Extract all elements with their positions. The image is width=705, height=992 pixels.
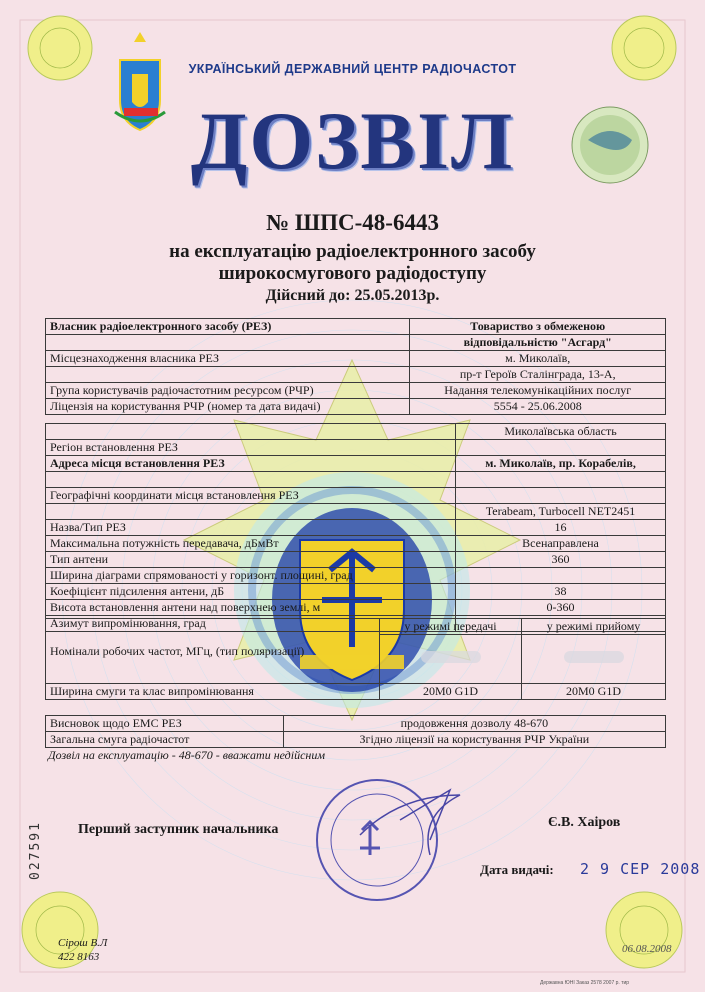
table-cell-value [456,440,666,456]
table-cell-label: Географічні координати місця встановлення РЕЗ [46,488,456,504]
table-cell-value: 5554 - 25.06.2008 [410,399,666,415]
table-cell-label: Регіон встановлення РЕЗ [46,440,456,456]
printer-footer: Державна ЮНІ Заказ 2578 2007 р. тир [540,980,630,986]
issuer-block [58,936,107,964]
rx-frequency-redacted [522,635,666,684]
serial-number: 027591 [28,821,43,880]
table-cell-label: Коефіцієнт підсилення антени, дБ [46,584,456,600]
bandwidth-tx: 20M0 G1D [380,684,522,700]
frequency-label: Номінали робочих частот, МГц, (тип поляризації) [46,619,380,684]
table-cell-label: Висновок щодо ЕМС РЕЗ [46,716,284,732]
rx-mode-header: у режимі прийому [522,619,666,635]
valid-until: Дійсний до: 25.05.2013р. [265,287,440,304]
frequency-table [45,618,666,700]
table-cell-label [46,335,410,351]
table-cell-label: Тип антени [46,552,456,568]
equipment-table [45,423,666,632]
table-cell-value: 0-360 [456,600,666,616]
table-cell-label: Загальна смуга радіочастот [46,732,284,748]
table-cell-value: Товариство з обмеженою [410,319,666,335]
table-cell-value: м. Миколаїв, [410,351,666,367]
table-cell-label [46,472,456,488]
subtitle-line-1: на експлуатацію радіоелектронного засобу [169,241,536,262]
table-cell-value: Згідно ліцензії на користування РЧР України [283,732,665,748]
table-cell-value: Всенаправлена [456,536,666,552]
table-cell-label: Ліцензія на користування РЧР (номер та дата видачі) [46,399,410,415]
invalidation-note: Дозвіл на експлуатацію - 48-670 - вважати недійсним [48,748,326,762]
tx-frequency-redacted [380,635,522,684]
bandwidth-rx: 20M0 G1D [522,684,666,700]
table-cell-value: 16 [456,520,666,536]
table-cell-label: Назва/Тип РЕЗ [46,520,456,536]
table-cell-value: Миколаївська область [456,424,666,440]
table-cell-value [456,568,666,584]
bandwidth-label: Ширина смуги та клас випромінювання [46,684,380,700]
subtitle-line-2: широкосмугового радіодоступу [218,263,487,284]
table-cell-value: пр-т Героїв Сталінграда, 13-А, [410,367,666,383]
table-cell-label [46,367,410,383]
issuer-phone: 422 8163 [58,951,100,963]
table-cell-value: Надання телекомунікаційних послуг [410,383,666,399]
owner-table [45,318,666,415]
issue-date-label: Дата видачі: [480,862,554,877]
table-cell-value: 360 [456,552,666,568]
signatory-position: Перший заступник начальника [78,822,279,837]
conclusion-table [45,715,666,748]
table-cell-label: Група користувачів радіочастотним ресурсом (РЧР) [46,383,410,399]
print-date: 06.08.2008 [622,943,672,955]
table-cell-value: м. Миколаїв, пр. Корабелів, [456,456,666,472]
table-cell-value: відповідальністю "Асгард" [410,335,666,351]
table-cell-value: продовження дозволу 48-670 [283,716,665,732]
signatory-name: Є.В. Хаіров [548,815,621,830]
table-cell-value: Terabeam, Turbocell NET2451 [456,504,666,520]
table-cell-label: Висота встановлення антени над поверхнею землі, м [46,600,456,616]
table-cell-label: Власник радіоелектронного засобу (РЕЗ) [46,319,410,335]
table-cell-label: Ширина діаграми спрямованості у горизонт. площині, град [46,568,456,584]
tx-mode-header: у режимі передачі [380,619,522,635]
table-cell-value [456,488,666,504]
issuer-name: Сірош В.Л [58,937,108,949]
permit-number: № ШПС-48-6443 [266,210,439,235]
table-cell-label [46,424,456,440]
document-title: ДОЗВІЛ [190,95,515,186]
organization-name: УКРАЇНСЬКИЙ ДЕРЖАВНИЙ ЦЕНТР РАДІОЧАСТОТ [188,62,517,76]
table-cell-value: 38 [456,584,666,600]
table-cell-label: Місцезнаходження власника РЕЗ [46,351,410,367]
table-cell-value [456,472,666,488]
table-cell-label: Максимальна потужність передавача, дБмВт [46,536,456,552]
table-cell-label: Азимут випромінювання, град [46,616,456,632]
table-cell-label: Адреса місця встановлення РЕЗ [46,456,456,472]
table-cell-label [46,504,456,520]
issue-date-stamp: 2 9 CEP 2008 [580,860,701,878]
